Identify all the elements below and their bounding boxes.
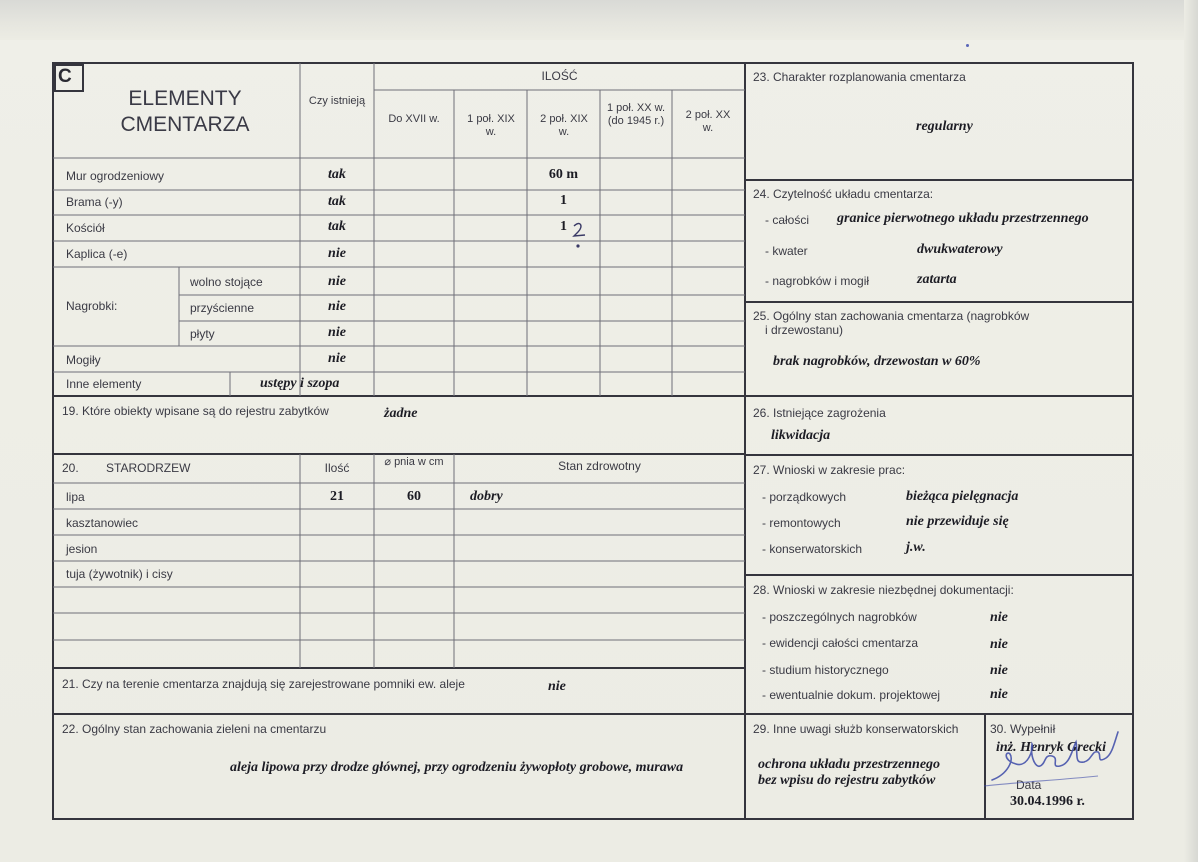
q24-item-label-2: - kwater <box>765 244 808 258</box>
element-exists-brama: tak <box>328 194 346 209</box>
q27-label: 27. Wnioski w zakresie prac: <box>753 463 906 477</box>
element-exists-przyscienne: nie <box>328 299 346 314</box>
q27-item-answer-3: j.w. <box>906 540 926 555</box>
q28-item-label-1: - poszczególnych nagrobków <box>762 610 917 624</box>
tree-diameter-1: 60 <box>407 489 421 504</box>
element-label-przyscienne: przyścienne <box>190 301 255 315</box>
header-period-4: 1 poł. XX w. (do 1945 r.) <box>606 102 666 127</box>
header-period-1: Do XVII w. <box>388 113 440 125</box>
q22-answer: aleja lipowa przy drodze głównej, przy ogrodzeniu żywopłoty grobowe, murawa <box>230 760 684 775</box>
q27-item-label-3: - konserwatorskich <box>762 542 863 556</box>
q21-label: 21. Czy na terenie cmentarza znajdują się zarejestrowane pomniki ew. aleje <box>62 677 465 691</box>
header-ilosc: ILOŚĆ <box>541 69 578 83</box>
header-period-5: 2 poł. XX w. <box>685 109 731 134</box>
q21-answer: nie <box>548 679 566 694</box>
element-label-mur: Mur ogrodzeniowy <box>66 169 165 183</box>
q20-col-diameter: ⌀ pnia w cm <box>384 456 444 468</box>
tree-name-4: tuja (żywotnik) i cisy <box>66 567 173 581</box>
q24-item-label-3: - nagrobków i mogił <box>765 274 870 288</box>
element-label-mogily: Mogiły <box>66 353 101 367</box>
element-label-wolno-stojace: wolno stojące <box>190 275 263 289</box>
tree-name-3: jesion <box>66 542 98 556</box>
q30-label: 30. Wypełnił <box>990 722 1056 736</box>
element-qty-brama: 1 <box>560 193 567 208</box>
q30-filled-by: inż. Henryk Grecki <box>996 740 1107 755</box>
section-letter: C <box>58 66 72 87</box>
q24-label: 24. Czytelność układu cmentarza: <box>753 187 934 201</box>
q24-item-answer-2: dwukwaterowy <box>917 242 1003 257</box>
tree-name-1: lipa <box>66 490 85 504</box>
element-label-kaplica: Kaplica (-e) <box>66 247 128 261</box>
q28-item-answer-1: nie <box>990 610 1008 625</box>
title-line1: ELEMENTY <box>128 87 242 110</box>
q28-item-label-3: - studium historycznego <box>762 663 889 677</box>
q20-col-stan: Stan zdrowotny <box>558 459 641 473</box>
element-exists-plyty: nie <box>328 325 346 340</box>
element-label-plyty: płyty <box>190 327 215 341</box>
header-period-3: 2 poł. XIX w. <box>540 113 588 138</box>
element-exists-wolno-stojace: nie <box>328 274 346 289</box>
q29-answer-1: ochrona układu przestrzennego <box>758 757 941 772</box>
q24-item-answer-1: granice pierwotnego układu przestrzennego <box>837 211 1089 226</box>
q23-answer: regularny <box>916 119 973 134</box>
q28-item-answer-4: nie <box>990 687 1008 702</box>
q25-answer: brak nagrobków, drzewostan w 60% <box>773 354 981 369</box>
q25-label-1: 25. Ogólny stan zachowania cmentarza (nagrobków <box>753 309 1030 323</box>
q28-item-answer-3: nie <box>990 663 1008 678</box>
q26-answer: likwidacja <box>771 428 831 443</box>
q30-date-label: Data <box>1016 778 1042 792</box>
q22-label: 22. Ogólny stan zachowania zieleni na cmentarzu <box>62 722 327 736</box>
q19-answer: żadne <box>384 406 418 421</box>
q27-item-label-1: - porządkowych <box>762 490 847 504</box>
element-exists-kosciol: tak <box>328 219 346 234</box>
element-label-inne: Inne elementy <box>66 377 142 391</box>
q28-item-answer-2: nie <box>990 637 1008 652</box>
q24-item-answer-3: zatarta <box>917 272 957 287</box>
q26-label: 26. Istniejące zagrożenia <box>753 406 886 420</box>
q24-item-label-1: - całości <box>765 213 810 227</box>
tree-name-2: kasztanowiec <box>66 516 139 530</box>
q27-item-answer-2: nie przewiduje się <box>906 514 1009 529</box>
q20-number: 20. <box>62 461 79 475</box>
tree-state-1: dobry <box>470 489 503 504</box>
element-exists-mur: tak <box>328 167 346 182</box>
element-qty-kosciol: 1 <box>560 219 567 234</box>
element-exists-kaplica: nie <box>328 246 346 261</box>
element-exists-mogily: nie <box>328 351 346 366</box>
nagrobki-label: Nagrobki: <box>66 299 118 313</box>
header-czy-istnieja: Czy istnieją <box>308 95 366 107</box>
header-period-2: 1 poł. XIX w. <box>467 113 515 138</box>
q30-date: 30.04.1996 r. <box>1010 794 1085 809</box>
q20-col-ilosc: Ilość <box>324 461 350 475</box>
element-exists-inne: ustępy i szopa <box>260 376 340 391</box>
q20-title: STARODRZEW <box>106 461 191 475</box>
q29-label: 29. Inne uwagi służb konserwatorskich <box>753 722 959 736</box>
element-label-kosciol: Kościół <box>66 221 105 235</box>
q27-item-label-2: - remontowych <box>762 516 841 530</box>
element-qty-mur: 60 m <box>548 167 579 182</box>
q27-item-answer-1: bieżąca pielęgnacja <box>906 489 1019 504</box>
handwritten-signature <box>980 724 1130 794</box>
q28-item-label-4: - ewentualnie dokum. projektowej <box>762 688 941 702</box>
element-label-brama: Brama (-y) <box>66 195 123 209</box>
q29-answer-2: bez wpisu do rejestru zabytków <box>758 773 936 788</box>
q25-label-2: i drzewostanu) <box>765 323 844 337</box>
q19-label: 19. Które obiekty wpisane są do rejestru zabytków <box>62 404 329 418</box>
title-line2: CMENTARZA <box>120 113 250 136</box>
handwritten-correction-mark <box>570 220 590 252</box>
q23-label: 23. Charakter rozplanowania cmentarza <box>753 70 966 84</box>
q28-item-label-2: - ewidencji całości cmentarza <box>762 636 919 650</box>
q28-label: 28. Wnioski w zakresie niezbędnej dokumentacji: <box>753 583 1014 597</box>
tree-count-1: 21 <box>330 489 344 504</box>
